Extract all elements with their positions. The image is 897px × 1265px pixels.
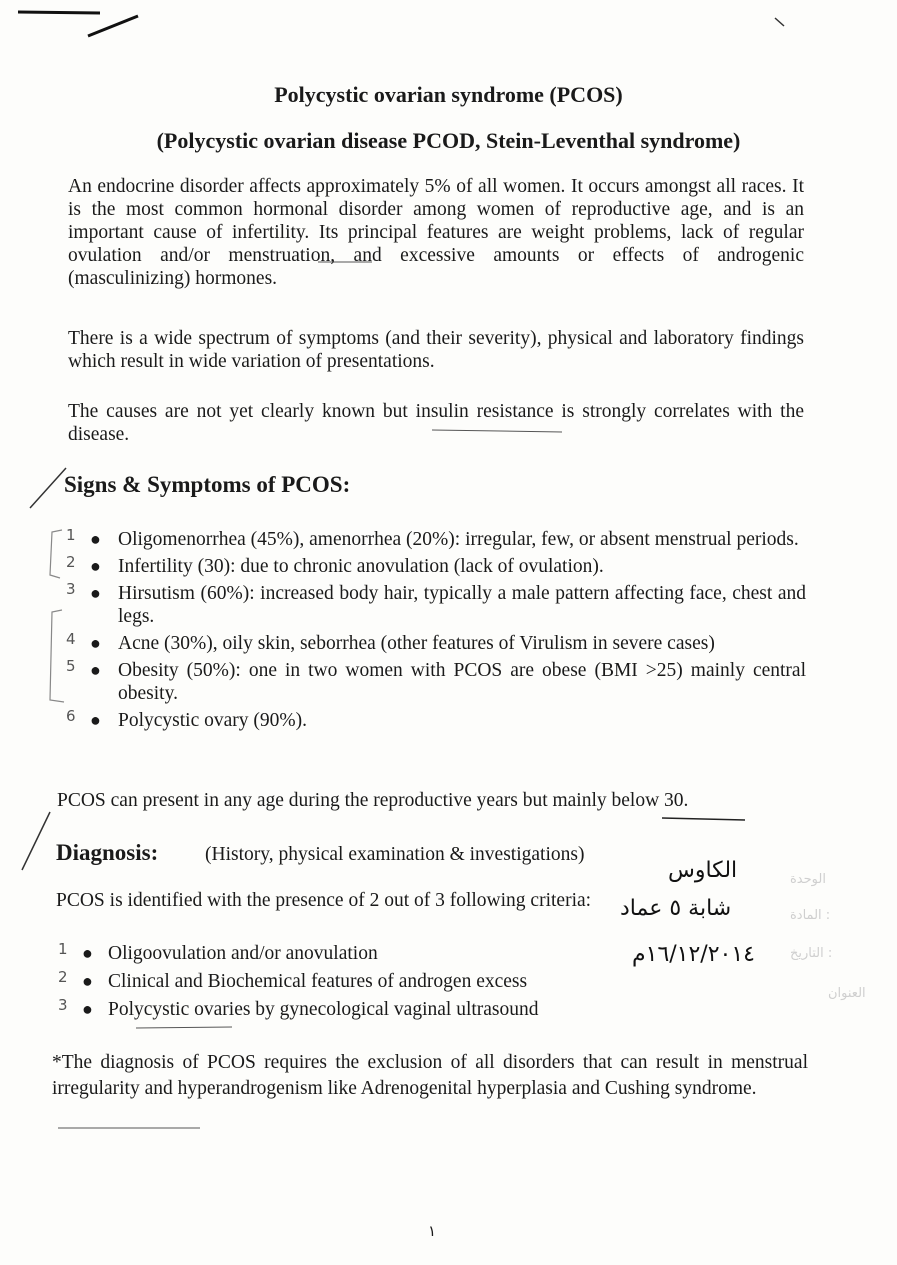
hand-number: 2 (66, 553, 76, 571)
hand-number: 5 (66, 657, 76, 675)
causes-paragraph: The causes are not yet clearly known but insulin resistance is strongly correlates with the disease. (68, 401, 804, 445)
hand-number: 3 (66, 580, 76, 598)
bullet-icon: ● (90, 710, 101, 730)
list-item (58, 940, 640, 965)
bullet-icon: ● (90, 529, 101, 549)
criteria-intro: PCOS is identified with the presence of 2 out of 3 following criteria: (56, 890, 592, 911)
spectrum-paragraph: There is a wide spectrum of symptoms (and their severity), physical and laboratory findings which result in wide variation of presentations. (68, 328, 804, 372)
sign-text: Oligomenorrhea (45%), amenorrhea (20%): irregular, few, or absent menstrual periods. (118, 529, 799, 550)
bullet-icon: ● (90, 556, 101, 576)
hand-number: 3 (58, 996, 68, 1014)
stamp-line-4: العنوان (828, 986, 866, 1001)
sign-text: Acne (30%), oily skin, seborrhea (other features of Virulism in severe cases) (118, 633, 715, 654)
stamp-line-2: المادة : (790, 908, 831, 923)
page-number: ١ (428, 1224, 437, 1240)
bullet-icon: ● (82, 999, 93, 1019)
diagnosis-heading: Diagnosis: (56, 840, 159, 865)
sign-text: Hirsutism (60%): increased body hair, typically a male pattern affecting face, chest and legs. (118, 583, 806, 627)
bullet-icon: ● (82, 971, 93, 991)
diagnosis-subtitle: (History, physical examination & investigations) (205, 844, 585, 865)
list-item (66, 553, 806, 578)
hand-number: 2 (58, 968, 68, 986)
list-item (58, 968, 640, 993)
criterion-text: Oligoovulation and/or anovulation (108, 943, 378, 964)
sign-text: Obesity (50%): one in two women with PCOS are obese (BMI >25) mainly central obesity. (118, 660, 806, 704)
exclusion-note: *The diagnosis of PCOS requires the exclusion of all disorders that can result in menstrual irregularity and hyperandrogenism like Adrenogenital hyperplasia and Cushing syndrome. (52, 1052, 808, 1099)
criterion-text: Polycystic ovaries by gynecological vaginal ultrasound (108, 999, 539, 1020)
list-item (58, 996, 640, 1021)
age-note: PCOS can present in any age during the reproductive years but mainly below 30. (57, 790, 689, 811)
list-item (66, 707, 806, 732)
criteria-list (58, 940, 640, 1026)
hand-number: 4 (66, 630, 76, 648)
hand-number: 1 (66, 526, 76, 544)
list-item (66, 526, 806, 551)
handwritten-date: ١٦/١٢/٢٠١٤م (632, 942, 755, 967)
hand-number: 6 (66, 707, 76, 725)
handwritten-note-line-2: شابة ٥ عماد (620, 896, 732, 921)
document-title: Polycystic ovarian syndrome (PCOS) (274, 82, 623, 107)
intro-paragraph: An endocrine disorder affects approximately 5% of all women. It occurs amongst all races. It is the most common hormonal disorder among women of reproductive age, and is an important cause of infertility. Its principal features are weight problems, lack of regular ovulation and/or menstruation, and excessive amounts or effects of androgenic (masculinizing) hormones. (68, 176, 804, 289)
hand-number: 1 (58, 940, 68, 958)
sign-text: Infertility (30): due to chronic anovulation (lack of ovulation). (118, 556, 604, 577)
list-item (66, 580, 806, 628)
sign-text: Polycystic ovary (90%). (118, 710, 308, 731)
document-subtitle: (Polycystic ovarian disease PCOD, Stein-Leventhal syndrome) (156, 128, 741, 153)
stamp-line-1: الوحدة (790, 872, 826, 887)
criterion-text: Clinical and Biochemical features of androgen excess (108, 971, 528, 992)
signs-heading: Signs & Symptoms of PCOS: (64, 472, 351, 497)
signs-list (66, 526, 806, 736)
stamp-line-3: التاريخ : (790, 946, 833, 961)
bullet-icon: ● (82, 943, 93, 963)
list-item (66, 630, 806, 655)
handwritten-note-line-1: الكاوس (668, 858, 738, 883)
bullet-icon: ● (90, 583, 101, 603)
bullet-icon: ● (90, 633, 101, 653)
bullet-icon: ● (90, 660, 101, 680)
list-item (66, 657, 806, 705)
